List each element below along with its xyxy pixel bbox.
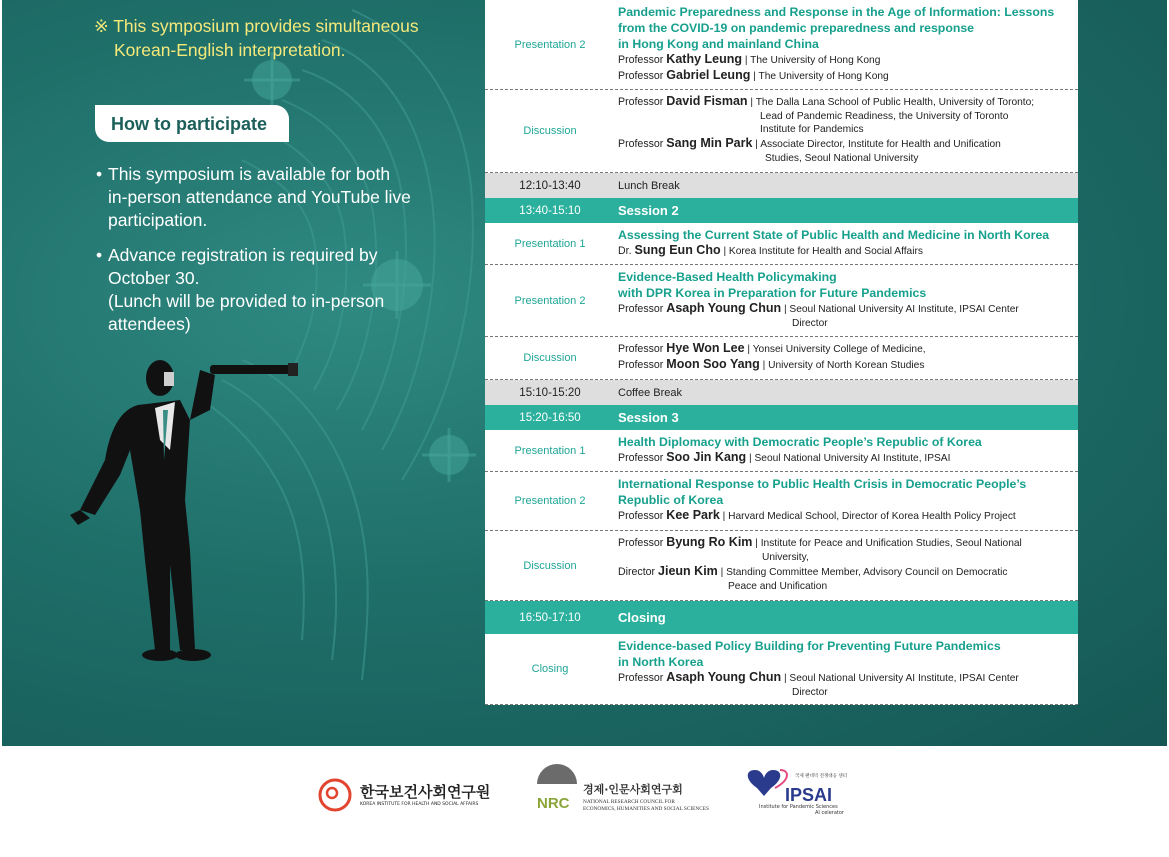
speaker: Professor Asaph Young Chun | Seoul National University AI Institute, IPSAI Center Director <box>618 670 1072 699</box>
schedule-content <box>618 4 1072 84</box>
schedule-row <box>485 531 1078 601</box>
bullet-line: in-person attendance and YouTube live <box>108 187 411 207</box>
participation-bullet <box>96 244 456 336</box>
presentation-title-line: Evidence-based Policy Building for Preventing Future Pandemics <box>618 639 1001 653</box>
speaker-affiliation: Standing Committee Member, Advisory Council on Democratic <box>726 567 1008 578</box>
schedule-row <box>485 223 1078 265</box>
time-slot: 15:10-15:20 <box>519 386 581 399</box>
schedule-row <box>485 265 1078 337</box>
speaker-affiliation-continued: Director <box>792 687 828 698</box>
speaker: Professor Hye Won Lee | Yonsei University College of Medicine, <box>618 341 926 355</box>
schedule-row <box>485 337 1078 380</box>
presentation-title-line: Pandemic Preparedness and Response in the Age of Information: Lessons <box>618 5 1055 19</box>
schedule-content <box>618 476 1072 524</box>
man-with-telescope-illustration <box>60 350 310 690</box>
speaker-name: Kathy Leung <box>666 52 742 66</box>
break-row <box>485 380 1078 405</box>
speaker-role: Professor <box>618 303 664 315</box>
speaker: Professor Moon Soo Yang | University of North Korean Studies <box>618 357 925 371</box>
speaker: Professor Byung Ro Kim | Institute for Peace and Unification Studies, Seoul National University, <box>618 535 1072 564</box>
nrc-english-line-1: NATIONAL RESEARCH COUNCIL FOR <box>583 799 675 805</box>
speaker: Professor Sang Min Park | Associate Director, Institute for Health and Unification Studies, Seoul National University <box>618 136 1072 165</box>
speaker-affiliation: Seoul National University AI Institute, IPSAI Center <box>789 304 1019 315</box>
bullet-dot: • <box>96 164 103 184</box>
ipsai-korean-name: 국제 팬데믹 전쟁대응 센터 <box>795 774 848 779</box>
speaker: Professor David Fisman | The Dalla Lana School of Public Health, University of Toronto; Lead of Pandemic Readiness, the University of Toronto Institute for Pandemics <box>618 94 1072 136</box>
interpretation-note <box>94 14 419 62</box>
kihasa-korean-name: 한국보건사회연구원 <box>360 783 491 801</box>
speaker-affiliation: Korea Institute for Health and Social Affairs <box>728 246 923 257</box>
ipsai-english-line-2: AI celerator <box>815 810 844 816</box>
bullet-line: October 30. <box>108 268 200 288</box>
schedule-content <box>618 405 1072 430</box>
schedule-type-label: Discussion <box>523 352 577 364</box>
bullet-line: attendees) <box>108 314 191 334</box>
speaker-affiliation: The University of Hong Kong <box>758 71 889 82</box>
speaker: Professor Asaph Young Chun | Seoul National University AI Institute, IPSAI Center Director <box>618 301 1072 330</box>
bullet-line: This symposium is available for both <box>108 164 391 184</box>
schedule-content <box>618 173 1072 198</box>
speaker-role: Professor <box>618 343 664 355</box>
speaker: Professor Kathy Leung | The University of Hong Kong <box>618 52 881 66</box>
presentation-title-line: International Response to Public Health Crisis in Democratic People’s <box>618 477 1027 491</box>
presentation-title-line: from the COVID-19 on pandemic preparedness and response <box>618 21 975 35</box>
bullet-dot: • <box>96 245 103 265</box>
speaker-affiliation: The University of Hong Kong <box>750 55 881 66</box>
schedule-type-label: Presentation 1 <box>514 237 586 250</box>
session-title: Closing <box>618 610 666 625</box>
schedule-content <box>618 94 1072 165</box>
speaker-name: Asaph Young Chun <box>666 301 782 315</box>
break-title: Lunch Break <box>618 179 680 192</box>
schedule-content <box>618 380 1072 405</box>
schedule-type-label: Presentation 2 <box>514 38 586 51</box>
speaker-affiliation: Seoul National University AI Institute, IPSAI <box>754 453 951 464</box>
speaker-affiliation: Associate Director, Institute for Health and Unification <box>760 139 1001 150</box>
speaker-name: Byung Ro Kim <box>666 535 753 549</box>
presentation-title-line: Evidence-Based Health Policymaking <box>618 270 837 284</box>
schedule-type-label: Presentation 2 <box>514 495 586 507</box>
speaker-name: Jieun Kim <box>658 564 718 578</box>
participation-bullet <box>96 163 456 232</box>
presentation-title-line: Assessing the Current State of Public Health and Medicine in North Korea <box>618 228 1050 242</box>
nrc-abbreviation: NRC <box>537 795 570 812</box>
speaker-name: Sung Eun Cho <box>634 243 721 257</box>
schedule-row <box>485 90 1078 173</box>
speaker-affiliation-continued: Peace and Unification <box>728 581 828 592</box>
speaker-affiliation: Institute for Peace and Unification Studies, Seoul National <box>760 538 1022 549</box>
participation-bullets <box>96 163 456 348</box>
speaker-role: Professor <box>618 510 664 522</box>
presentation-title-line: Republic of Korea <box>618 493 724 507</box>
schedule-content <box>618 341 1072 373</box>
speaker-role: Professor <box>618 359 664 371</box>
schedule-content <box>618 198 1072 223</box>
speaker: Director Jieun Kim | Standing Committee Member, Advisory Council on Democratic Peace and Unification <box>618 564 1072 593</box>
bullet-line: participation. <box>108 210 208 230</box>
speaker: Professor Soo Jin Kang | Seoul National University AI Institute, IPSAI <box>618 450 951 464</box>
speaker-name: Hye Won Lee <box>666 341 745 355</box>
how-to-participate-label-box <box>95 105 289 142</box>
speaker-name: Kee Park <box>666 508 720 522</box>
speaker-affiliation: University of North Korean Studies <box>768 360 925 371</box>
schedule-type-label: Presentation 2 <box>514 294 586 307</box>
speaker-affiliation-continued: Director <box>792 318 828 329</box>
schedule-type-label: Discussion <box>523 559 577 572</box>
speaker-role: Professor <box>618 138 664 150</box>
bullet-line: (Lunch will be provided to in-person <box>108 291 385 311</box>
speaker-role: Professor <box>618 96 664 108</box>
schedule-row <box>485 472 1078 531</box>
kihasa-logo <box>320 780 490 810</box>
speaker-affiliation: The Dalla Lana School of Public Health, University of Toronto; <box>755 97 1035 108</box>
ipsai-name: IPSAI <box>785 785 833 805</box>
speaker-affiliation: Harvard Medical School, Director of Korea Health Policy Project <box>728 511 1016 522</box>
speaker-role: Professor <box>618 537 664 549</box>
schedule-content <box>618 638 1072 699</box>
speaker-name: Moon Soo Yang <box>666 357 760 371</box>
time-slot: 16:50-17:10 <box>519 611 581 624</box>
schedule-content <box>618 434 1072 466</box>
speaker-role: Professor <box>618 54 664 66</box>
presentation-title-line: in Hong Kong and mainland China <box>618 37 819 51</box>
speaker-role: Professor <box>618 452 664 464</box>
session-row <box>485 601 1078 634</box>
break-title: Coffee Break <box>618 386 683 399</box>
speaker-name: Sang Min Park <box>666 136 753 150</box>
presentation-title-line: Health Diplomacy with Democratic People’s Republic of Korea <box>618 435 982 449</box>
speaker-affiliation-continued: Studies, Seoul National University <box>765 153 919 164</box>
presentation-title-line: in North Korea <box>618 655 704 669</box>
schedule-content <box>618 227 1072 259</box>
nrc-english-line-2: ECONOMICS, HUMANITIES AND SOCIAL SCIENCES <box>583 806 709 812</box>
schedule-row <box>485 430 1078 472</box>
speaker-affiliation: Yonsei University College of Medicine, <box>752 344 926 355</box>
note-line-1: ※ This symposium provides simultaneous <box>94 16 419 36</box>
speaker-name: Gabriel Leung <box>666 68 751 82</box>
schedule-type-label: Discussion <box>523 125 577 137</box>
speaker-role: Professor <box>618 70 664 82</box>
speaker: Dr. Sung Eun Cho | Korea Institute for Health and Social Affairs <box>618 243 923 257</box>
note-line-2: Korean-English interpretation. <box>114 40 346 60</box>
partner-logos <box>0 746 1169 852</box>
speaker-affiliation-continued: University, <box>762 552 809 563</box>
poster <box>2 0 1167 746</box>
session-row <box>485 198 1078 223</box>
ipsai-logo <box>748 770 847 816</box>
speaker-role: Professor <box>618 672 664 684</box>
speaker-name: David Fisman <box>666 94 748 108</box>
kihasa-english-name: KOREA INSTITUTE FOR HEALTH AND SOCIAL AFFAIRS <box>360 802 479 807</box>
schedule-row <box>485 0 1078 90</box>
time-slot: 12:10-13:40 <box>519 179 581 192</box>
nrc-korean-name: 경제·인문사회연구회 <box>583 783 683 796</box>
logo-bar <box>0 746 1169 852</box>
speaker-role: Dr. <box>618 245 632 257</box>
speaker-affiliation-continued: Lead of Pandemic Readiness, the University of Toronto Institute for Pandemics <box>760 111 1009 135</box>
presentation-title-line: with DPR Korea in Preparation for Future Pandemics <box>618 286 927 300</box>
schedule-type-label: Closing <box>531 663 569 675</box>
speaker: Professor Kee Park | Harvard Medical School, Director of Korea Health Policy Project <box>618 508 1016 522</box>
speaker-name: Soo Jin Kang <box>666 450 747 464</box>
schedule-type-label: Presentation 1 <box>514 444 586 457</box>
session-title: Session 3 <box>618 410 679 425</box>
schedule-content <box>618 535 1072 593</box>
speaker-affiliation: Seoul National University AI Institute, IPSAI Center <box>789 673 1019 684</box>
speaker-role: Director <box>618 566 656 578</box>
time-slot: 13:40-15:10 <box>519 204 581 217</box>
schedule-content <box>618 601 1072 634</box>
session-title: Session 2 <box>618 203 679 218</box>
bullet-line: Advance registration is required by <box>108 245 378 265</box>
break-row <box>485 173 1078 198</box>
schedule-table <box>485 0 1078 705</box>
ipsai-english-line-1: Institute for Pandemic Sciences <box>759 804 838 810</box>
speaker: Professor Gabriel Leung | The University of Hong Kong <box>618 68 889 82</box>
schedule-content <box>618 269 1072 330</box>
speaker-name: Asaph Young Chun <box>666 670 782 684</box>
schedule-row <box>485 634 1078 705</box>
how-to-participate-heading: How to participate <box>111 114 268 134</box>
time-slot: 15:20-16:50 <box>519 411 581 424</box>
session-row <box>485 405 1078 430</box>
nrc-logo <box>537 764 709 812</box>
